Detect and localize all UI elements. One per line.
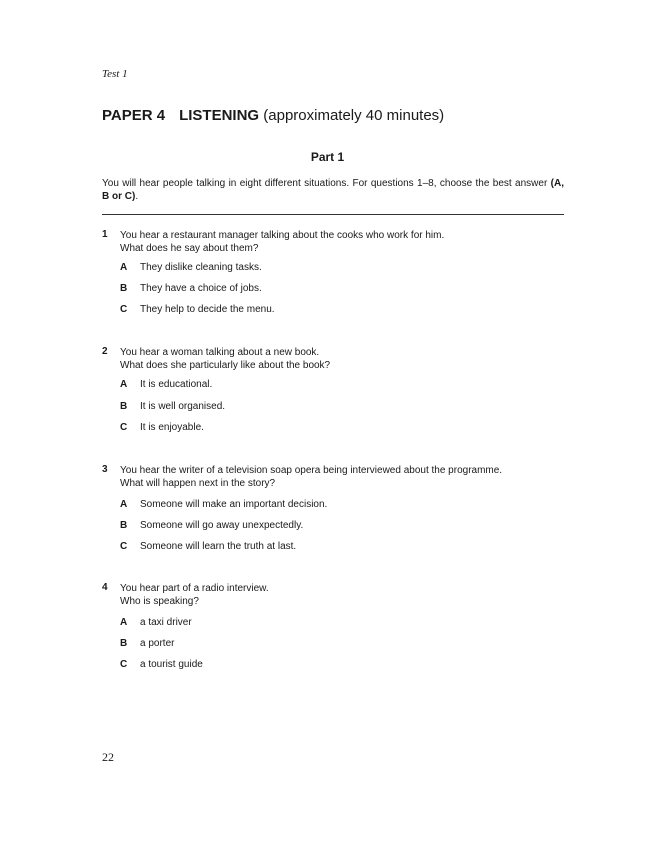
running-head: Test 1 [102, 68, 128, 80]
question-context: You hear a restaurant manager talking about the cooks who work for him. [120, 230, 445, 241]
option-text: Someone will go away unexpectedly. [140, 520, 304, 531]
option-text: They have a choice of jobs. [140, 283, 262, 294]
option-a[interactable] [120, 379, 212, 390]
option-letter: B [120, 283, 128, 294]
option-c[interactable] [120, 659, 203, 670]
option-a[interactable] [120, 499, 327, 510]
option-text: Someone will make an important decision. [140, 499, 328, 510]
question-context: You hear the writer of a television soap opera being interviewed about the programme. [120, 465, 503, 476]
question-number: 3 [102, 464, 108, 475]
question-context: You hear a woman talking about a new book. [120, 347, 320, 358]
option-letter: A [120, 379, 128, 390]
paper-title [102, 107, 444, 124]
divider-rule [102, 214, 564, 215]
question-prompt: What does he say about them? [120, 243, 259, 254]
option-letter: B [120, 401, 128, 412]
option-letter: A [120, 262, 128, 273]
option-text: They dislike cleaning tasks. [140, 262, 262, 273]
option-b[interactable] [120, 283, 262, 294]
question-number: 1 [102, 229, 108, 240]
question-number: 2 [102, 346, 108, 357]
option-a[interactable] [120, 617, 192, 628]
question-stem [120, 229, 444, 255]
option-letter: C [120, 541, 128, 552]
paper-label: PAPER 4 [102, 107, 166, 124]
question-stem [120, 346, 330, 372]
option-a[interactable] [120, 262, 262, 273]
option-text: It is well organised. [140, 401, 226, 412]
question-prompt: Who is speaking? [120, 596, 199, 607]
option-letter: A [120, 617, 128, 628]
part-heading: Part 1 [310, 150, 345, 164]
option-b[interactable] [120, 520, 303, 531]
option-letter: A [120, 499, 128, 510]
instructions-text: You will hear people talking in eight different situations. For questions 1–8, choose the best answer [102, 178, 551, 189]
option-text: It is educational. [140, 379, 213, 390]
option-text: Someone will learn the truth at last. [140, 541, 297, 552]
page-number: 22 [102, 750, 114, 764]
question-context: You hear part of a radio interview. [120, 583, 269, 594]
option-b[interactable] [120, 401, 225, 412]
option-text: a porter [140, 638, 175, 649]
option-c[interactable] [120, 304, 275, 315]
option-text: a taxi driver [140, 617, 192, 628]
option-text: They help to decide the menu. [140, 304, 275, 315]
option-letter: B [120, 638, 128, 649]
option-letter: C [120, 304, 128, 315]
option-c[interactable] [120, 541, 296, 552]
question-prompt: What will happen next in the story? [120, 478, 276, 489]
paper-name: LISTENING [179, 107, 260, 124]
instructions-end: . [135, 191, 139, 202]
question-number: 4 [102, 582, 108, 593]
question-stem [120, 464, 502, 490]
option-letter: C [120, 659, 128, 670]
instructions-options: (A, B or C) [102, 178, 564, 202]
option-text: It is enjoyable. [140, 422, 204, 433]
option-letter: C [120, 422, 128, 433]
option-b[interactable] [120, 638, 174, 649]
question-stem [120, 582, 269, 608]
paper-duration: (approximately 40 minutes) [263, 107, 445, 124]
question-prompt: What does she particularly like about the book? [120, 360, 331, 371]
instructions [102, 177, 564, 203]
option-c[interactable] [120, 422, 204, 433]
option-letter: B [120, 520, 128, 531]
option-text: a tourist guide [140, 659, 203, 670]
